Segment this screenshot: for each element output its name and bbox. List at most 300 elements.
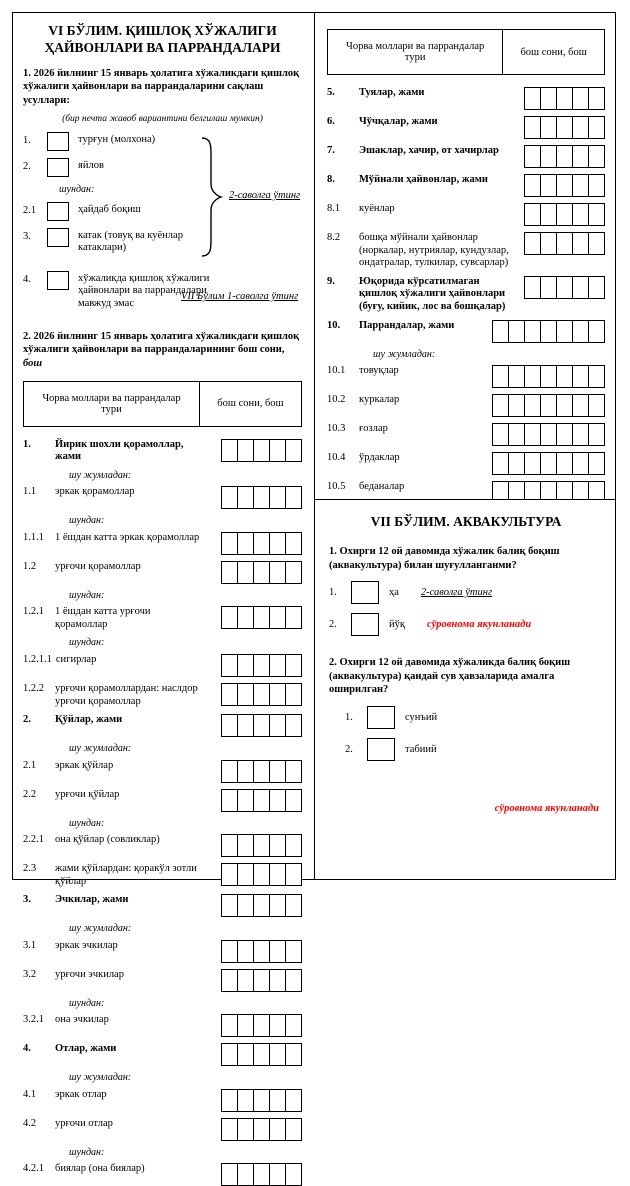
digit-cell[interactable]	[269, 834, 286, 857]
digit-cell[interactable]	[285, 561, 302, 584]
digit-cell[interactable]	[269, 940, 286, 963]
digit-cell[interactable]	[237, 834, 254, 857]
brace-icon	[199, 136, 225, 258]
digit-cell[interactable]	[253, 683, 270, 706]
digit-cell[interactable]	[269, 683, 286, 706]
digit-cell[interactable]	[540, 394, 557, 417]
table-row-2.2	[23, 789, 302, 812]
table-row-1.2.1.1	[23, 654, 302, 677]
digit-cell[interactable]	[572, 423, 589, 446]
digit-cell[interactable]	[588, 145, 605, 168]
digit-cell[interactable]	[540, 174, 557, 197]
row-main	[327, 394, 493, 407]
digit-cell[interactable]	[492, 481, 509, 499]
digit-cell[interactable]	[508, 423, 525, 446]
row-main	[23, 532, 222, 545]
digit-cell[interactable]	[269, 863, 286, 886]
digit-cell[interactable]	[556, 365, 573, 388]
digit-cell[interactable]	[221, 532, 238, 555]
digit-cell[interactable]	[492, 452, 509, 475]
digit-cell[interactable]	[588, 320, 605, 343]
table-row-1.1	[23, 486, 302, 509]
digit-cell[interactable]	[269, 969, 286, 992]
row-number: 10.4	[327, 452, 346, 464]
digit-cell[interactable]	[540, 320, 557, 343]
row-subnote: шундан:	[69, 1146, 105, 1158]
question1-option-2	[23, 158, 302, 177]
row-number: 1.2.1	[23, 606, 44, 618]
question1-text: 1. 2026 йилнинг 15 январь ҳолатига хўжаликдаги қишлоқ хўжалиги ҳайвонлари ва паррандаларини сақлаш усуллари:	[23, 67, 300, 107]
digit-cell[interactable]	[540, 481, 557, 499]
digit-cell[interactable]	[221, 760, 238, 783]
digit-cell[interactable]	[237, 894, 254, 917]
row-number: 5.	[327, 87, 335, 98]
row-number: 3.2	[23, 968, 37, 980]
digit-cell[interactable]	[285, 683, 302, 706]
table-row-9	[327, 276, 605, 314]
row-label: эркак қўйлар	[55, 759, 114, 771]
survey-end-note: сўровнома якунланади	[426, 619, 532, 631]
digit-cell[interactable]	[221, 1118, 238, 1141]
digit-cell[interactable]	[556, 145, 573, 168]
digit-cell[interactable]	[253, 606, 270, 629]
row-label: Отлар, жами	[55, 1043, 117, 1055]
digit-cell[interactable]	[572, 203, 589, 226]
row-number: 1.1	[23, 486, 37, 498]
digit-cell[interactable]	[253, 863, 270, 886]
digit-cell[interactable]	[269, 561, 286, 584]
digit-cell[interactable]	[556, 87, 573, 110]
row-subnote: шу жумладан:	[373, 348, 436, 360]
digit-cell[interactable]	[540, 452, 557, 475]
digit-cell[interactable]	[556, 203, 573, 226]
digit-cell[interactable]	[253, 760, 270, 783]
digit-cell[interactable]	[540, 203, 557, 226]
digit-cell[interactable]	[492, 394, 509, 417]
digit-boxes	[525, 174, 605, 197]
section7-option-1	[329, 581, 603, 604]
digit-cell[interactable]	[492, 320, 509, 343]
digit-cell[interactable]	[269, 1043, 286, 1066]
digit-cell[interactable]	[269, 1014, 286, 1037]
digit-cell[interactable]	[269, 486, 286, 509]
checkbox[interactable]	[47, 271, 69, 290]
digit-cell[interactable]	[237, 439, 254, 462]
digit-cell[interactable]	[237, 1014, 254, 1037]
digit-cell[interactable]	[285, 1043, 302, 1066]
row-main	[23, 940, 222, 953]
row-main	[327, 481, 493, 494]
digit-cell[interactable]	[524, 116, 541, 139]
digit-cell[interactable]	[588, 276, 605, 299]
question2-text-unit: бош	[23, 357, 43, 369]
section7-title: VII БЎЛИМ. АКВАКУЛЬТУРА	[370, 514, 562, 529]
digit-cell[interactable]	[572, 481, 589, 499]
checkbox[interactable]	[47, 132, 69, 151]
digit-cell[interactable]	[588, 481, 605, 499]
row-number: 4.1	[23, 1088, 37, 1100]
digit-cell[interactable]	[285, 1118, 302, 1141]
checkbox[interactable]	[47, 158, 69, 177]
option-number: 2.	[23, 160, 31, 172]
table-row-4	[23, 1043, 302, 1066]
digit-cell[interactable]	[540, 116, 557, 139]
digit-cell[interactable]	[540, 87, 557, 110]
digit-cell[interactable]	[556, 481, 573, 499]
table-row-2.2.1	[23, 834, 302, 857]
digit-cell[interactable]	[269, 760, 286, 783]
digit-cell[interactable]	[540, 365, 557, 388]
digit-cell[interactable]	[237, 1118, 254, 1141]
digit-cell[interactable]	[524, 365, 541, 388]
row-label: эркак эчкилар	[55, 939, 118, 951]
digit-cell[interactable]	[237, 532, 254, 555]
digit-boxes	[222, 789, 302, 812]
digit-cell[interactable]	[221, 486, 238, 509]
digit-cell[interactable]	[540, 145, 557, 168]
digit-cell[interactable]	[253, 834, 270, 857]
option-label: ҳа	[389, 587, 399, 599]
digit-cell[interactable]	[221, 1089, 238, 1112]
digit-cell[interactable]	[237, 1089, 254, 1112]
digit-cell[interactable]	[269, 894, 286, 917]
digit-cell[interactable]	[269, 654, 286, 677]
digit-cell[interactable]	[221, 894, 238, 917]
checkbox[interactable]	[351, 581, 379, 604]
livestock-rows-left	[23, 439, 302, 1186]
digit-cell[interactable]	[221, 1043, 238, 1066]
option-number: 2.1	[23, 204, 37, 216]
digit-cell[interactable]	[572, 145, 589, 168]
digit-cell[interactable]	[572, 394, 589, 417]
digit-cell[interactable]	[540, 423, 557, 446]
digit-cell[interactable]	[524, 232, 541, 255]
digit-cell[interactable]	[221, 940, 238, 963]
digit-cell[interactable]	[285, 486, 302, 509]
digit-cell[interactable]	[572, 365, 589, 388]
digit-boxes	[222, 606, 302, 629]
checkbox[interactable]	[351, 613, 379, 636]
question2-text	[23, 330, 302, 371]
digit-cell[interactable]	[556, 116, 573, 139]
table-row-3.1	[23, 940, 302, 963]
digit-boxes	[525, 276, 605, 299]
checkbox[interactable]	[47, 202, 69, 221]
digit-cell[interactable]	[572, 174, 589, 197]
digit-cell[interactable]	[524, 320, 541, 343]
digit-cell[interactable]	[253, 1118, 270, 1141]
row-label: эркак отлар	[55, 1088, 107, 1100]
table-row-1.2.2	[23, 683, 302, 708]
digit-cell[interactable]	[253, 486, 270, 509]
digit-cell[interactable]	[572, 87, 589, 110]
digit-cell[interactable]	[253, 1163, 270, 1186]
row-number: 6.	[327, 116, 335, 127]
digit-cell[interactable]	[221, 969, 238, 992]
digit-cell[interactable]	[285, 1089, 302, 1112]
row-main	[23, 606, 222, 631]
row-number: 1.2.1.1	[23, 653, 52, 665]
question1-option-2.1	[23, 202, 302, 221]
digit-cell[interactable]	[285, 969, 302, 992]
digit-cell[interactable]	[588, 203, 605, 226]
row-subnote: шундан:	[69, 817, 105, 829]
digit-cell[interactable]	[237, 486, 254, 509]
digit-cell[interactable]	[237, 940, 254, 963]
digit-cell[interactable]	[588, 87, 605, 110]
row-label: ўрдаклар	[359, 452, 400, 464]
digit-cell[interactable]	[285, 606, 302, 629]
digit-cell[interactable]	[556, 320, 573, 343]
digit-cell[interactable]	[237, 969, 254, 992]
digit-cell[interactable]	[492, 365, 509, 388]
section7-option-2	[329, 613, 603, 636]
row-number: 8.2	[327, 232, 341, 243]
digit-cell[interactable]	[253, 439, 270, 462]
digit-boxes	[222, 760, 302, 783]
question1-option-4	[23, 271, 302, 311]
digit-cell[interactable]	[221, 1014, 238, 1037]
digit-cell[interactable]	[524, 145, 541, 168]
row-number: 10.1	[327, 365, 346, 377]
row-label: Мўйнали ҳайвонлар, жами	[359, 174, 488, 185]
digit-cell[interactable]	[588, 365, 605, 388]
row-main	[327, 452, 493, 465]
digit-cell[interactable]	[269, 532, 286, 555]
digit-cell[interactable]	[524, 452, 541, 475]
digit-cell[interactable]	[540, 232, 557, 255]
digit-cell[interactable]	[221, 789, 238, 812]
row-number: 2.3	[23, 863, 37, 875]
question1-option-3	[23, 228, 302, 255]
row-main	[23, 1163, 222, 1176]
row-label: урғочи қорамоллар	[55, 560, 141, 572]
digit-cell[interactable]	[285, 439, 302, 462]
digit-cell[interactable]	[269, 714, 286, 737]
row-label: 1 ёшдан катта эркак қорамоллар	[55, 531, 200, 543]
digit-boxes	[525, 87, 605, 110]
form-page	[12, 12, 616, 1175]
checkbox[interactable]	[367, 706, 395, 729]
digit-cell[interactable]	[221, 714, 238, 737]
table-row-1.1.1	[23, 532, 302, 555]
option-subnote: шундан:	[59, 183, 95, 195]
digit-cell[interactable]	[269, 439, 286, 462]
digit-cell[interactable]	[572, 116, 589, 139]
row-number: 10.3	[327, 423, 346, 435]
digit-cell[interactable]	[588, 452, 605, 475]
digit-cell[interactable]	[253, 1014, 270, 1037]
digit-cell[interactable]	[556, 423, 573, 446]
digit-cell[interactable]	[588, 394, 605, 417]
digit-boxes	[222, 894, 302, 917]
digit-cell[interactable]	[237, 760, 254, 783]
row-main	[23, 760, 222, 773]
table-header-count	[200, 382, 301, 426]
row-label: Йирик шохли қорамоллар, жами	[55, 438, 184, 463]
digit-cell[interactable]	[253, 969, 270, 992]
digit-cell[interactable]	[556, 174, 573, 197]
digit-cell[interactable]	[556, 394, 573, 417]
row-main	[327, 423, 493, 436]
table-row-10.4	[327, 452, 605, 475]
digit-boxes	[222, 439, 302, 462]
digit-cell[interactable]	[588, 174, 605, 197]
digit-cell[interactable]	[285, 894, 302, 917]
table-row-10.3	[327, 423, 605, 446]
table-row-2	[23, 714, 302, 737]
digit-cell[interactable]	[221, 863, 238, 886]
digit-cell[interactable]	[253, 1043, 270, 1066]
digit-cell[interactable]	[253, 789, 270, 812]
row-number: 3.2.1	[23, 1014, 44, 1026]
digit-cell[interactable]	[221, 606, 238, 629]
digit-cell[interactable]	[588, 423, 605, 446]
digit-boxes	[222, 1163, 302, 1186]
digit-boxes	[493, 365, 605, 388]
digit-cell[interactable]	[285, 654, 302, 677]
digit-cell[interactable]	[221, 654, 238, 677]
digit-cell[interactable]	[508, 320, 525, 343]
column-left	[13, 13, 314, 1175]
digit-cell[interactable]	[508, 481, 525, 499]
row-label: Чўчқалар, жами	[359, 116, 438, 127]
table-header-count	[503, 30, 604, 74]
checkbox[interactable]	[367, 738, 395, 761]
row-label: Эчкилар, жами	[55, 894, 129, 906]
digit-boxes	[222, 834, 302, 857]
digit-cell[interactable]	[269, 1089, 286, 1112]
table-row-4.2	[23, 1118, 302, 1141]
digit-cell[interactable]	[237, 654, 254, 677]
digit-cell[interactable]	[524, 481, 541, 499]
digit-cell[interactable]	[524, 203, 541, 226]
checkbox[interactable]	[47, 228, 69, 247]
digit-cell[interactable]	[556, 452, 573, 475]
row-main	[23, 714, 222, 727]
digit-cell[interactable]	[556, 232, 573, 255]
digit-cell[interactable]	[237, 683, 254, 706]
digit-cell[interactable]	[253, 532, 270, 555]
digit-cell[interactable]	[285, 789, 302, 812]
digit-cell[interactable]	[588, 116, 605, 139]
digit-cell[interactable]	[285, 834, 302, 857]
digit-boxes	[525, 145, 605, 168]
digit-cell[interactable]	[269, 1118, 286, 1141]
livestock-table-continued	[315, 13, 615, 499]
digit-cell[interactable]	[269, 606, 286, 629]
row-label: сигирлар	[55, 653, 97, 665]
option-number: 1.	[329, 587, 337, 599]
digit-cell[interactable]	[237, 1163, 254, 1186]
digit-cell[interactable]	[253, 561, 270, 584]
digit-cell[interactable]	[285, 760, 302, 783]
digit-cell[interactable]	[508, 365, 525, 388]
digit-cell[interactable]	[237, 561, 254, 584]
digit-cell[interactable]	[221, 834, 238, 857]
digit-cell[interactable]	[524, 174, 541, 197]
digit-cell[interactable]	[269, 1163, 286, 1186]
digit-cell[interactable]	[524, 394, 541, 417]
row-main	[23, 561, 222, 574]
digit-cell[interactable]	[237, 1043, 254, 1066]
digit-cell[interactable]	[524, 87, 541, 110]
table-row-10.5	[327, 481, 605, 499]
digit-cell[interactable]	[253, 940, 270, 963]
digit-cell[interactable]	[508, 394, 525, 417]
digit-cell[interactable]	[572, 320, 589, 343]
digit-cell[interactable]	[524, 276, 541, 299]
digit-boxes	[222, 654, 302, 677]
row-number: 3.	[23, 894, 31, 906]
option-number: 1.	[345, 712, 353, 724]
row-number: 1.2	[23, 560, 37, 572]
option-label: сунъий	[405, 712, 438, 724]
digit-cell[interactable]	[588, 232, 605, 255]
row-main	[23, 894, 222, 907]
digit-cell[interactable]	[572, 276, 589, 299]
digit-boxes	[222, 1043, 302, 1066]
digit-cell[interactable]	[253, 894, 270, 917]
digit-cell[interactable]	[221, 683, 238, 706]
digit-cell[interactable]	[221, 561, 238, 584]
row-number: 4.	[23, 1043, 31, 1055]
goto-question2-link: 2-саволга ўтинг	[420, 587, 493, 599]
digit-cell[interactable]	[285, 714, 302, 737]
digit-cell[interactable]	[492, 423, 509, 446]
digit-cell[interactable]	[572, 452, 589, 475]
digit-cell[interactable]	[285, 940, 302, 963]
row-number: 3.1	[23, 939, 37, 951]
digit-cell[interactable]	[269, 789, 286, 812]
digit-cell[interactable]	[508, 452, 525, 475]
option-label: табиий	[405, 744, 437, 756]
row-label: урғочи эчкилар	[55, 968, 124, 980]
row-label: жами қўйлардан: қоракўл зотли қўйлар	[55, 863, 197, 887]
digit-cell[interactable]	[221, 439, 238, 462]
digit-cell[interactable]	[237, 606, 254, 629]
digit-cell[interactable]	[524, 423, 541, 446]
row-number: 4.2	[23, 1117, 37, 1129]
digit-cell[interactable]	[237, 714, 254, 737]
digit-cell[interactable]	[237, 789, 254, 812]
digit-cell[interactable]	[556, 276, 573, 299]
digit-cell[interactable]	[285, 532, 302, 555]
digit-cell[interactable]	[540, 276, 557, 299]
digit-cell[interactable]	[253, 1089, 270, 1112]
section6-title-line2: ҲАЙВОНЛАРИ ВА ПАРРАНДАЛАРИ	[44, 39, 281, 55]
row-subnote: шу жумладан:	[69, 469, 132, 481]
table-header-right	[327, 29, 605, 75]
digit-cell[interactable]	[285, 1014, 302, 1037]
digit-cell[interactable]	[237, 863, 254, 886]
row-subnote: шундан:	[69, 589, 105, 601]
row-number: 4.2.1	[23, 1163, 44, 1175]
digit-boxes	[493, 394, 605, 417]
digit-boxes	[525, 203, 605, 226]
digit-cell[interactable]	[253, 654, 270, 677]
digit-cell[interactable]	[572, 232, 589, 255]
digit-cell[interactable]	[221, 1163, 238, 1186]
table-header-left	[23, 381, 302, 427]
row-label: урғочи қўйлар	[55, 788, 120, 800]
digit-cell[interactable]	[253, 714, 270, 737]
digit-boxes	[493, 423, 605, 446]
digit-cell[interactable]	[285, 863, 302, 886]
digit-cell[interactable]	[285, 1163, 302, 1186]
digit-boxes	[222, 532, 302, 555]
section6-title	[23, 23, 302, 57]
